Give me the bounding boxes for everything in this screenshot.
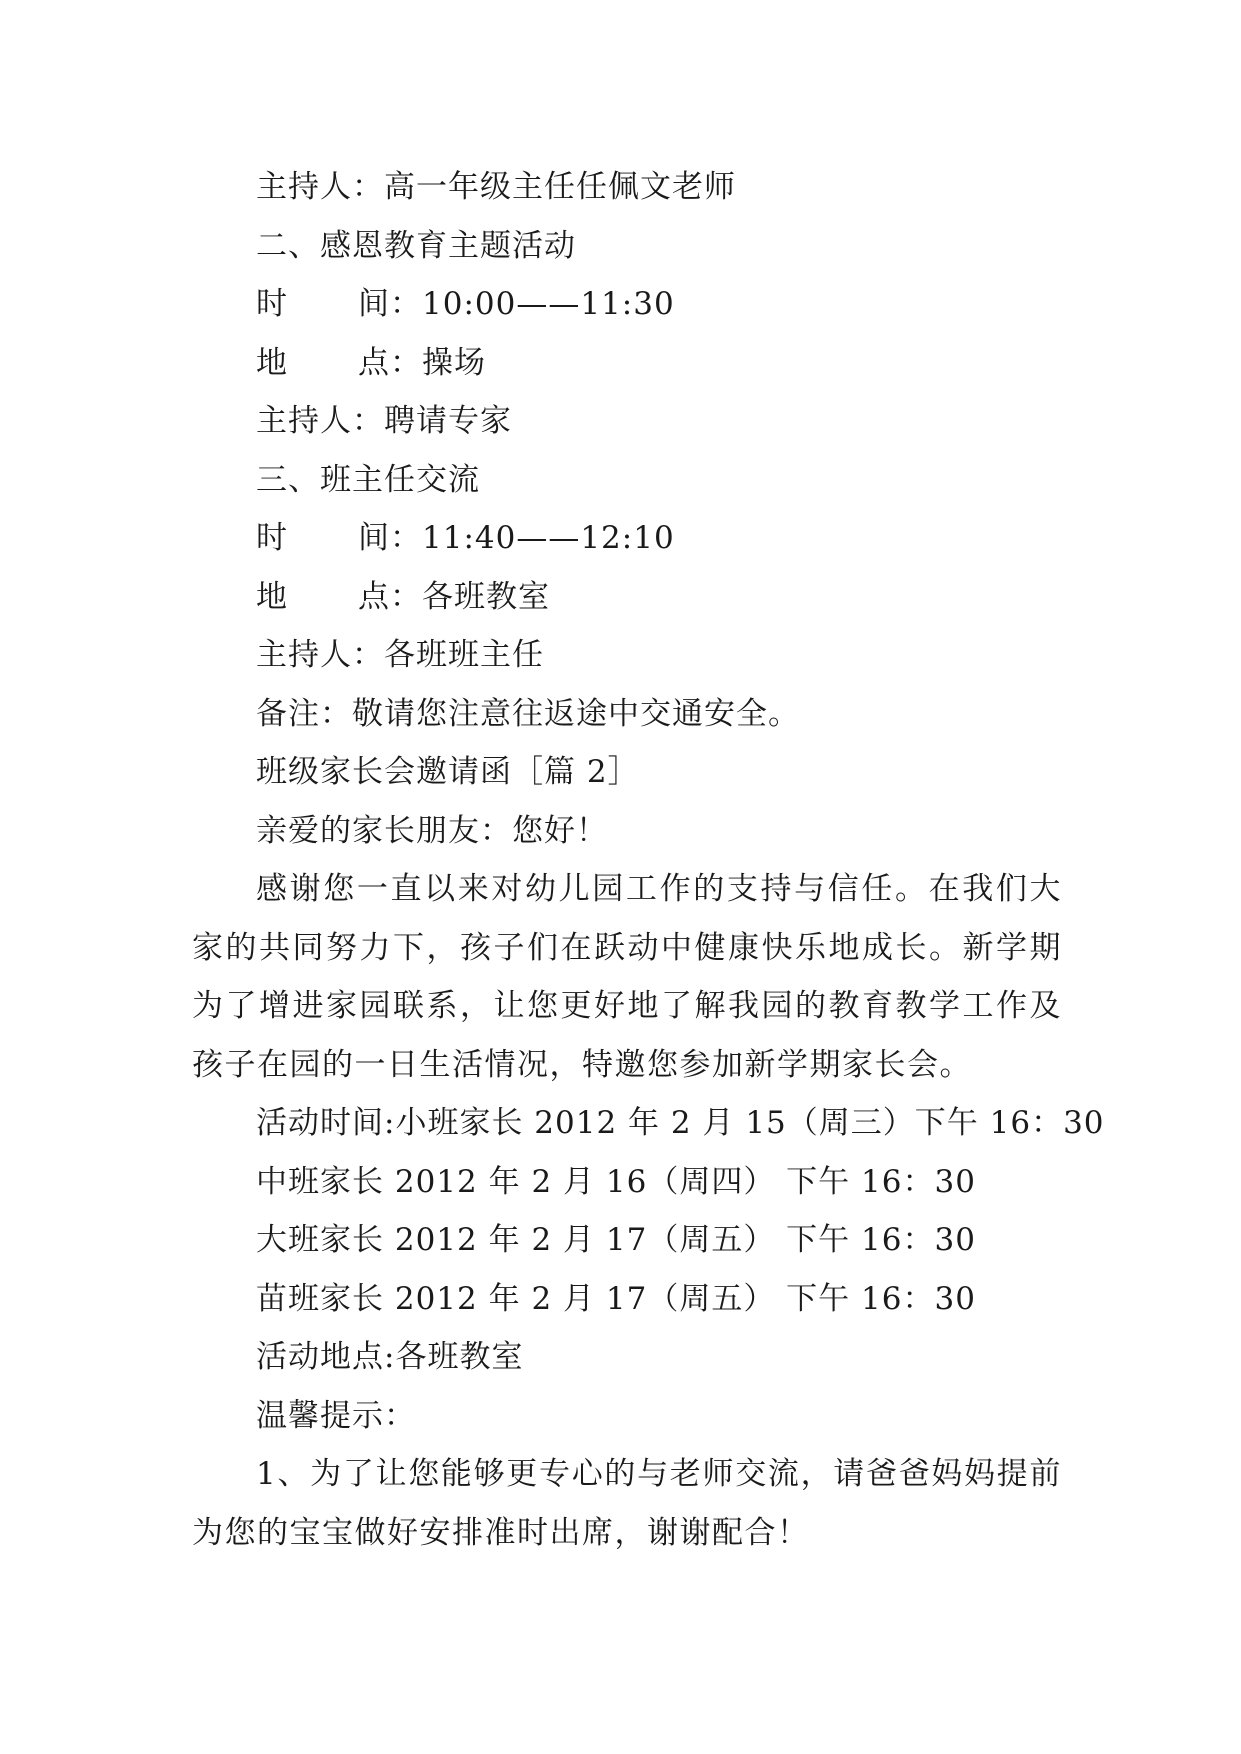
time-label-char: 时 xyxy=(256,520,288,556)
document-body xyxy=(192,158,1105,1562)
place-line-3 xyxy=(192,568,1062,627)
place-label-char: 地 xyxy=(256,344,288,381)
tip-paragraph-1: 1、为了让您能够更专心的与老师交流，请爸爸妈妈提前为您的宝宝做好安排准时出席，谢谢配合！ xyxy=(192,1456,1062,1551)
time-small-class: 活动时间:小班家长 2012 年 2 月 15（周三）下午 16：30 xyxy=(256,1105,1105,1141)
place-value: 点：操场 xyxy=(358,344,486,381)
invitation-title: 班级家长会邀请函［篇 2］ xyxy=(256,754,640,790)
time-line-2 xyxy=(192,275,1062,334)
section-heading-2: 二、感恩教育主题活动 xyxy=(256,227,576,264)
time-line-3 xyxy=(192,509,1062,568)
time-value: 间：11:40——12:10 xyxy=(358,520,675,556)
place-line: 活动地点:各班教室 xyxy=(256,1339,524,1375)
host-line-3: 主持人：各班班主任 xyxy=(256,637,544,673)
section-heading-3: 三、班主任交流 xyxy=(256,461,480,498)
tips-title: 温馨提示： xyxy=(256,1397,416,1434)
host-line-2: 主持人：聘请专家 xyxy=(256,403,512,439)
host-line-1: 主持人：高一年级主任任佩文老师 xyxy=(256,169,736,205)
place-label-char: 地 xyxy=(256,578,288,615)
place-line-2 xyxy=(192,334,1062,393)
greeting-line: 亲爱的家长朋友：您好！ xyxy=(256,812,608,849)
note-line: 备注：敬请您注意往返途中交通安全。 xyxy=(256,695,800,732)
time-seed-class: 苗班家长 2012 年 2 月 17（周五） 下午 16：30 xyxy=(256,1280,976,1317)
time-middle-class: 中班家长 2012 年 2 月 16（周四） 下午 16：30 xyxy=(256,1163,976,1200)
time-large-class: 大班家长 2012 年 2 月 17（周五） 下午 16：30 xyxy=(256,1222,976,1258)
body-paragraph: 感谢您一直以来对幼儿园工作的支持与信任。在我们大家的共同努力下，孩子们在跃动中健康快乐地成长。新学期为了增进家园联系，让您更好地了解我园的教育教学工作及孩子在园的一日生活情况，特邀您参加新学期家长会。 xyxy=(192,871,1062,1083)
place-value: 点：各班教室 xyxy=(358,578,550,615)
time-label-char: 时 xyxy=(256,286,288,322)
time-value: 间：10:00——11:30 xyxy=(358,286,675,322)
